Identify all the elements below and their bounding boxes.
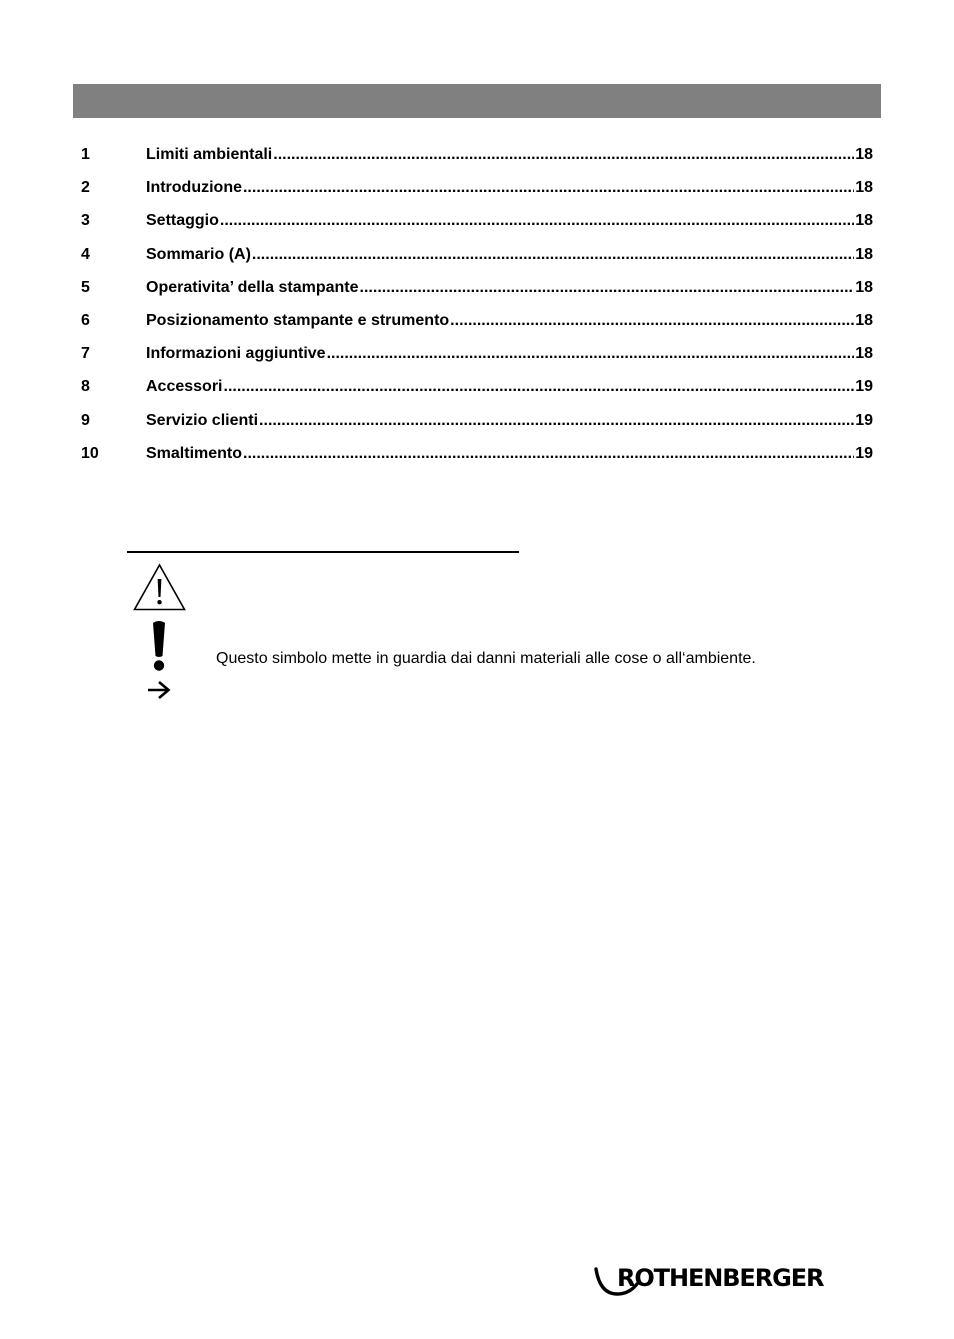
toc-page: 19 bbox=[855, 378, 873, 396]
toc-entry[interactable] bbox=[81, 178, 873, 211]
toc-entry[interactable] bbox=[81, 344, 873, 377]
toc-leader bbox=[243, 178, 854, 198]
toc-entry[interactable] bbox=[81, 245, 873, 278]
exclamation-icon bbox=[150, 620, 168, 672]
toc-leader bbox=[273, 145, 854, 165]
toc-number: 5 bbox=[81, 278, 90, 296]
toc-page: 18 bbox=[855, 245, 873, 263]
toc-leader bbox=[224, 377, 855, 397]
toc-number: 6 bbox=[81, 311, 90, 329]
caution-description: Questo simbolo mette in guardia dai danni materiali alle cose o all‘ambiente. bbox=[216, 650, 756, 667]
toc-title: Posizionamento stampante e strumento bbox=[146, 311, 450, 329]
toc-entry[interactable] bbox=[81, 411, 873, 444]
logo-text: ROTHENBERGER bbox=[617, 1264, 824, 1292]
toc-page: 18 bbox=[855, 278, 873, 296]
toc-page: 18 bbox=[855, 311, 873, 329]
table-of-contents bbox=[81, 145, 873, 477]
toc-page: 18 bbox=[855, 212, 873, 230]
toc-title: Smaltimento bbox=[146, 444, 243, 462]
toc-page: 18 bbox=[855, 179, 873, 197]
toc-title: Operativita’ della stampante bbox=[146, 278, 359, 296]
toc-entry[interactable] bbox=[81, 145, 873, 178]
toc-title: Introduzione bbox=[146, 179, 242, 197]
toc-entry[interactable] bbox=[81, 278, 873, 311]
toc-leader bbox=[220, 211, 854, 231]
toc-title: Sommario (A) bbox=[146, 245, 251, 263]
toc-page: 19 bbox=[855, 444, 873, 462]
toc-entry[interactable] bbox=[81, 311, 873, 344]
warning-triangle-icon bbox=[133, 563, 186, 611]
toc-title: Limiti ambientali bbox=[146, 146, 273, 163]
toc-leader bbox=[327, 344, 855, 364]
toc-number: 2 bbox=[81, 179, 90, 197]
toc-leader bbox=[450, 311, 854, 331]
rothenberger-logo bbox=[593, 1262, 829, 1298]
toc-entry[interactable] bbox=[81, 444, 873, 477]
toc-title: Informazioni aggiuntive bbox=[146, 345, 326, 363]
toc-title: Accessori bbox=[146, 378, 223, 396]
toc-leader bbox=[360, 278, 855, 298]
header-bar bbox=[73, 84, 881, 118]
toc-title: Settaggio bbox=[146, 212, 219, 230]
toc-leader bbox=[252, 245, 854, 265]
toc-number: 4 bbox=[81, 245, 90, 263]
toc-leader bbox=[259, 411, 854, 431]
toc-number: 9 bbox=[81, 411, 90, 429]
toc-leader bbox=[243, 444, 854, 464]
toc-title: Servizio clienti bbox=[146, 411, 259, 429]
toc-entry[interactable] bbox=[81, 377, 873, 410]
toc-entry[interactable] bbox=[81, 211, 873, 244]
toc-page: 18 bbox=[855, 146, 873, 163]
toc-number: 3 bbox=[81, 212, 90, 230]
toc-page: 18 bbox=[855, 345, 873, 363]
toc-number: 10 bbox=[81, 444, 99, 462]
toc-page: 19 bbox=[855, 411, 873, 429]
toc-number: 8 bbox=[81, 378, 90, 396]
toc-number: 1 bbox=[81, 146, 90, 163]
toc-number: 7 bbox=[81, 345, 90, 363]
arrow-right-icon bbox=[147, 680, 171, 700]
section-rule bbox=[127, 551, 519, 553]
